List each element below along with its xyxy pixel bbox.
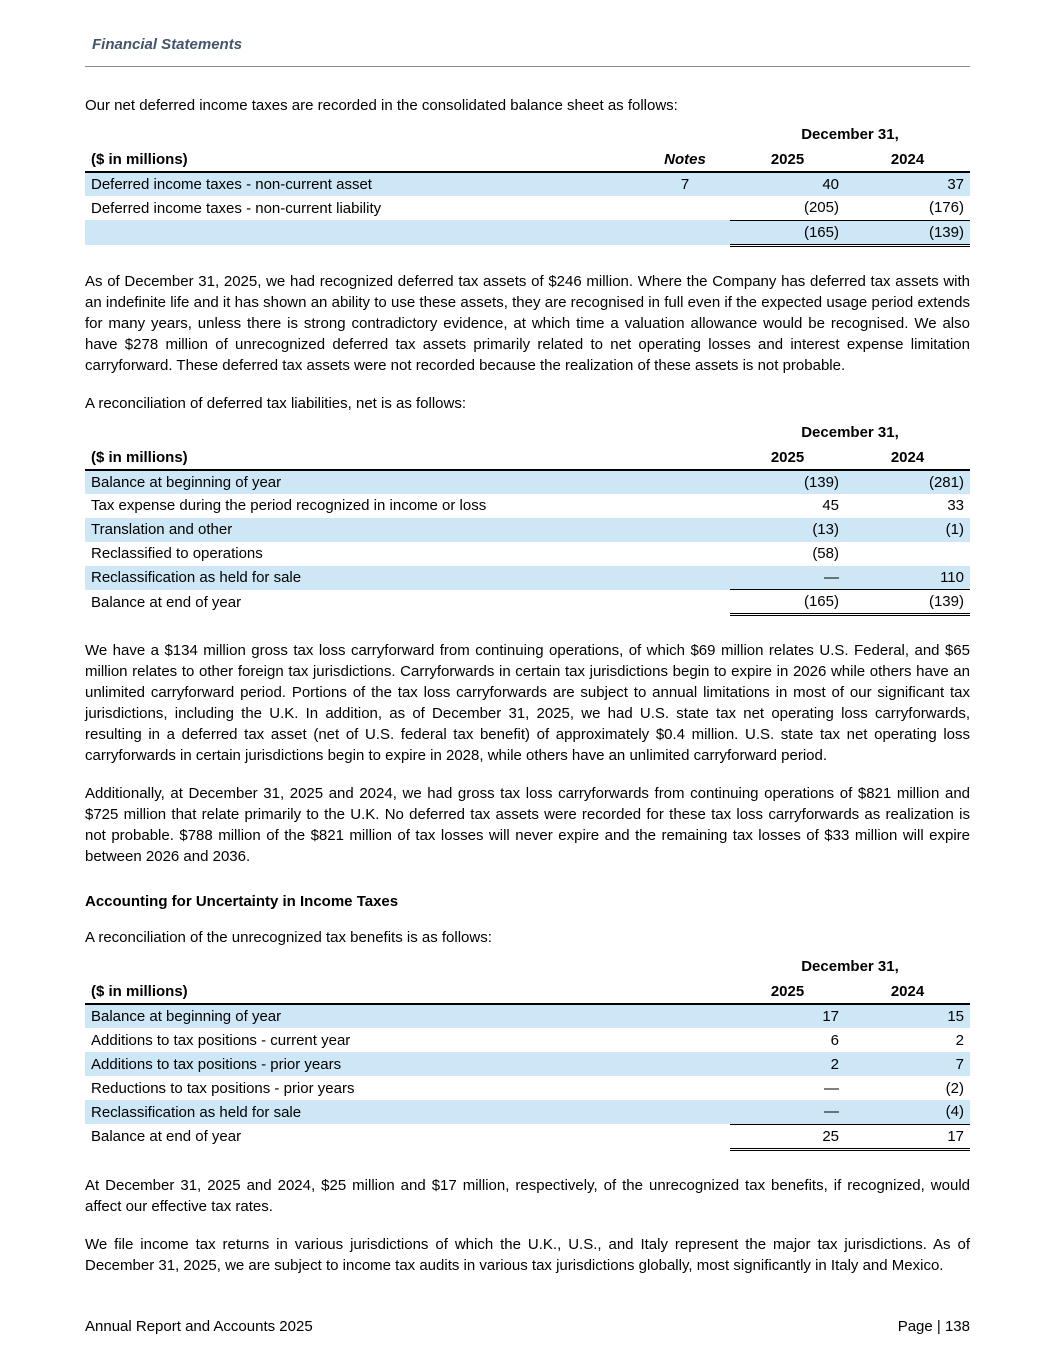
spacer-cell: [85, 955, 730, 980]
date-header: December 31,: [801, 126, 899, 143]
cell-label: Additions to tax positions - current year: [91, 1031, 351, 1049]
cell-label: Tax expense during the period recognized in income or loss: [91, 497, 487, 514]
cell-2025: 45: [822, 497, 839, 514]
footer-page-number: Page | 138: [897, 1318, 970, 1335]
cell-label: Reclassification as held for sale: [85, 566, 730, 590]
cell-label: Balance at beginning of year: [85, 470, 730, 494]
cell-2024: (281): [845, 470, 970, 494]
table-row: [85, 542, 970, 566]
cell-2024: (176): [928, 199, 964, 217]
column-header-2024: 2024: [845, 980, 970, 1004]
cell-label: Deferred income taxes - non-current liability: [91, 199, 382, 217]
table-row: [85, 196, 970, 220]
date-header: December 31,: [801, 958, 899, 975]
cell-label: Balance at end of year: [91, 1128, 242, 1145]
table-row: [85, 1052, 970, 1076]
cell-2024: (4): [845, 1100, 970, 1124]
table-date-header-row: [85, 955, 970, 980]
column-header-2024: 2024: [845, 446, 970, 470]
table-row: [85, 470, 970, 494]
cell-label: Balance at beginning of year: [85, 1004, 730, 1028]
cell-notes: [640, 196, 730, 220]
cell-2025: 25: [730, 1124, 845, 1149]
column-header-2025: 2025: [730, 148, 845, 172]
table-row: [85, 518, 970, 542]
page-footer: [85, 1318, 970, 1335]
jurisdictions-paragraph: We file income tax returns in various jurisdictions of which the U.K., U.S., and Italy represent the major tax jurisdictions. As of December 31, 2025, we are subject to income tax audits in various tax jurisdictions globally, most significantly in Italy and Mexico.: [85, 1235, 970, 1274]
page-header: [85, 32, 970, 67]
table-column-header-row: [85, 980, 970, 1004]
cell-2024: (139): [845, 220, 970, 245]
spacer-cell: [85, 123, 730, 148]
table-row: [85, 1100, 970, 1124]
table-row: [85, 1028, 970, 1052]
cell-2025: 6: [830, 1031, 839, 1049]
column-header-label: ($ in millions): [85, 980, 730, 1004]
intro-paragraph-balance-sheet: Our net deferred income taxes are recorded in the consolidated balance sheet as follows:: [85, 97, 678, 114]
cell-2024: [845, 542, 970, 566]
column-header-label: ($ in millions): [85, 148, 640, 172]
column-header-2024: 2024: [845, 148, 970, 172]
cell-2024: 15: [845, 1004, 970, 1028]
carryforward-paragraph-2: Additionally, at December 31, 2025 and 2024, we had gross tax loss carryforwards from continuing operations of $821 million and $725 million that relate primarily to the U.K. No deferred tax assets were recorded for these tax loss carryforwards as realization is not probable. $788 million of the $821 million of tax losses will never expire and the remaining tax losses of $33 million will expire between 2026 and 2036.: [85, 785, 970, 865]
cell-2024: 2: [955, 1031, 964, 1049]
column-header-2025: 2025: [730, 446, 845, 470]
cell-label: [85, 220, 640, 245]
column-header-2025: 2025: [730, 980, 845, 1004]
table-column-header-row: [85, 148, 970, 172]
column-header-notes: Notes: [640, 148, 730, 172]
benefits-paragraph: At December 31, 2025 and 2024, $25 million and $17 million, respectively, of the unrecognized tax benefits, if recognized, would affect our effective tax rates.: [85, 1176, 970, 1215]
cell-label: Reductions to tax positions - prior years: [91, 1079, 355, 1097]
cell-label: Reclassified to operations: [91, 545, 263, 562]
cell-label: Deferred income taxes - non-current asset: [85, 172, 640, 196]
cell-2024: 33: [947, 497, 964, 514]
cell-notes: [640, 220, 730, 245]
table-date-header-row: [85, 123, 970, 148]
table-row: [85, 172, 970, 196]
cell-2024: 17: [845, 1124, 970, 1149]
cell-label: Balance at end of year: [91, 593, 242, 611]
cell-2024: 110: [845, 566, 970, 590]
table-total-row: [85, 220, 970, 245]
cell-2024: 37: [845, 172, 970, 196]
balance-sheet-table: [85, 123, 970, 247]
cell-label: Translation and other: [85, 518, 730, 542]
cell-2025: (165): [730, 590, 845, 615]
cell-2024: (139): [845, 590, 970, 615]
intro-paragraph-deferred-reconciliation: A reconciliation of deferred tax liabilities, net is as follows:: [85, 394, 467, 412]
cell-2025: (13): [730, 518, 845, 542]
cell-notes: 7: [640, 172, 730, 196]
cell-2024: 7: [845, 1052, 970, 1076]
footer-report-title: Annual Report and Accounts 2025: [85, 1318, 313, 1335]
table-date-header-row: [85, 421, 970, 446]
carryforward-paragraph-1: We have a $134 million gross tax loss carryforward from continuing operations, of which $69 million relates U.S. Federal, and $65 million relates to other foreign tax jurisdictions. Carryforwards in certain tax jurisdictions begin to expire in 2026 while others have an unlimited carryforward period. Portions of the tax loss carryforwards are subject to annual limitations in most of our significant tax jurisdictions, including the U.K. In addition, as of December 31, 2025, we had U.S. state tax net operating loss carryforwards, resulting in a deferred tax asset (net of U.S. federal tax benefit) of approximately $0.4 million. U.S. state tax net operating loss carryforwards in certain jurisdictions begin to expire in 2028, while others have an unlimited carryforward period.: [85, 642, 970, 764]
cell-2025: —: [730, 566, 845, 590]
table-total-row: [85, 1124, 970, 1149]
table-row: [85, 1076, 970, 1100]
section-heading: Accounting for Uncertainty in Income Taxes: [85, 893, 399, 910]
unrecognized-tax-benefits-table: [85, 955, 970, 1151]
cell-2025: 17: [730, 1004, 845, 1028]
page-title: Financial Statements: [92, 36, 243, 53]
spacer-cell: [85, 421, 730, 446]
cell-2025: (165): [730, 220, 845, 245]
cell-2024: (1): [845, 518, 970, 542]
intro-paragraph-unrecognized-benefits: A reconciliation of the unrecognized tax benefits is as follows:: [85, 929, 492, 946]
cell-label: Reclassification as held for sale: [85, 1100, 730, 1124]
table-row: [85, 566, 970, 590]
cell-2025: 2: [730, 1052, 845, 1076]
deferred-tax-assets-paragraph: As of December 31, 2025, we had recognized deferred tax assets of $246 million. Where the Company has deferred tax assets with an indefinite life and it has shown an ability to use these assets, they are recognised in full even if the expected usage period extends for many years, unless there is strong contradictory evidence, at which time a valuation allowance would be recognised. We also have $278 million of unrecognized deferred tax assets primarily related to net operating losses and interest expense limitation carryforward. These deferred tax assets were not recorded because the realization of these assets is not probable.: [85, 272, 970, 374]
deferred-tax-reconciliation-table: [85, 421, 970, 617]
table-total-row: [85, 590, 970, 615]
cell-2025: (139): [730, 470, 845, 494]
cell-2025: —: [730, 1100, 845, 1124]
table-row: [85, 494, 970, 518]
cell-2025: —: [824, 1079, 839, 1097]
cell-label: Additions to tax positions - prior years: [85, 1052, 730, 1076]
cell-2025: (205): [803, 199, 839, 217]
table-row: [85, 1004, 970, 1028]
date-header: December 31,: [801, 423, 899, 441]
cell-2025: 40: [730, 172, 845, 196]
column-header-label: ($ in millions): [85, 446, 730, 470]
cell-2024: (2): [945, 1079, 964, 1097]
cell-2025: (58): [812, 545, 839, 562]
table-column-header-row: [85, 446, 970, 470]
